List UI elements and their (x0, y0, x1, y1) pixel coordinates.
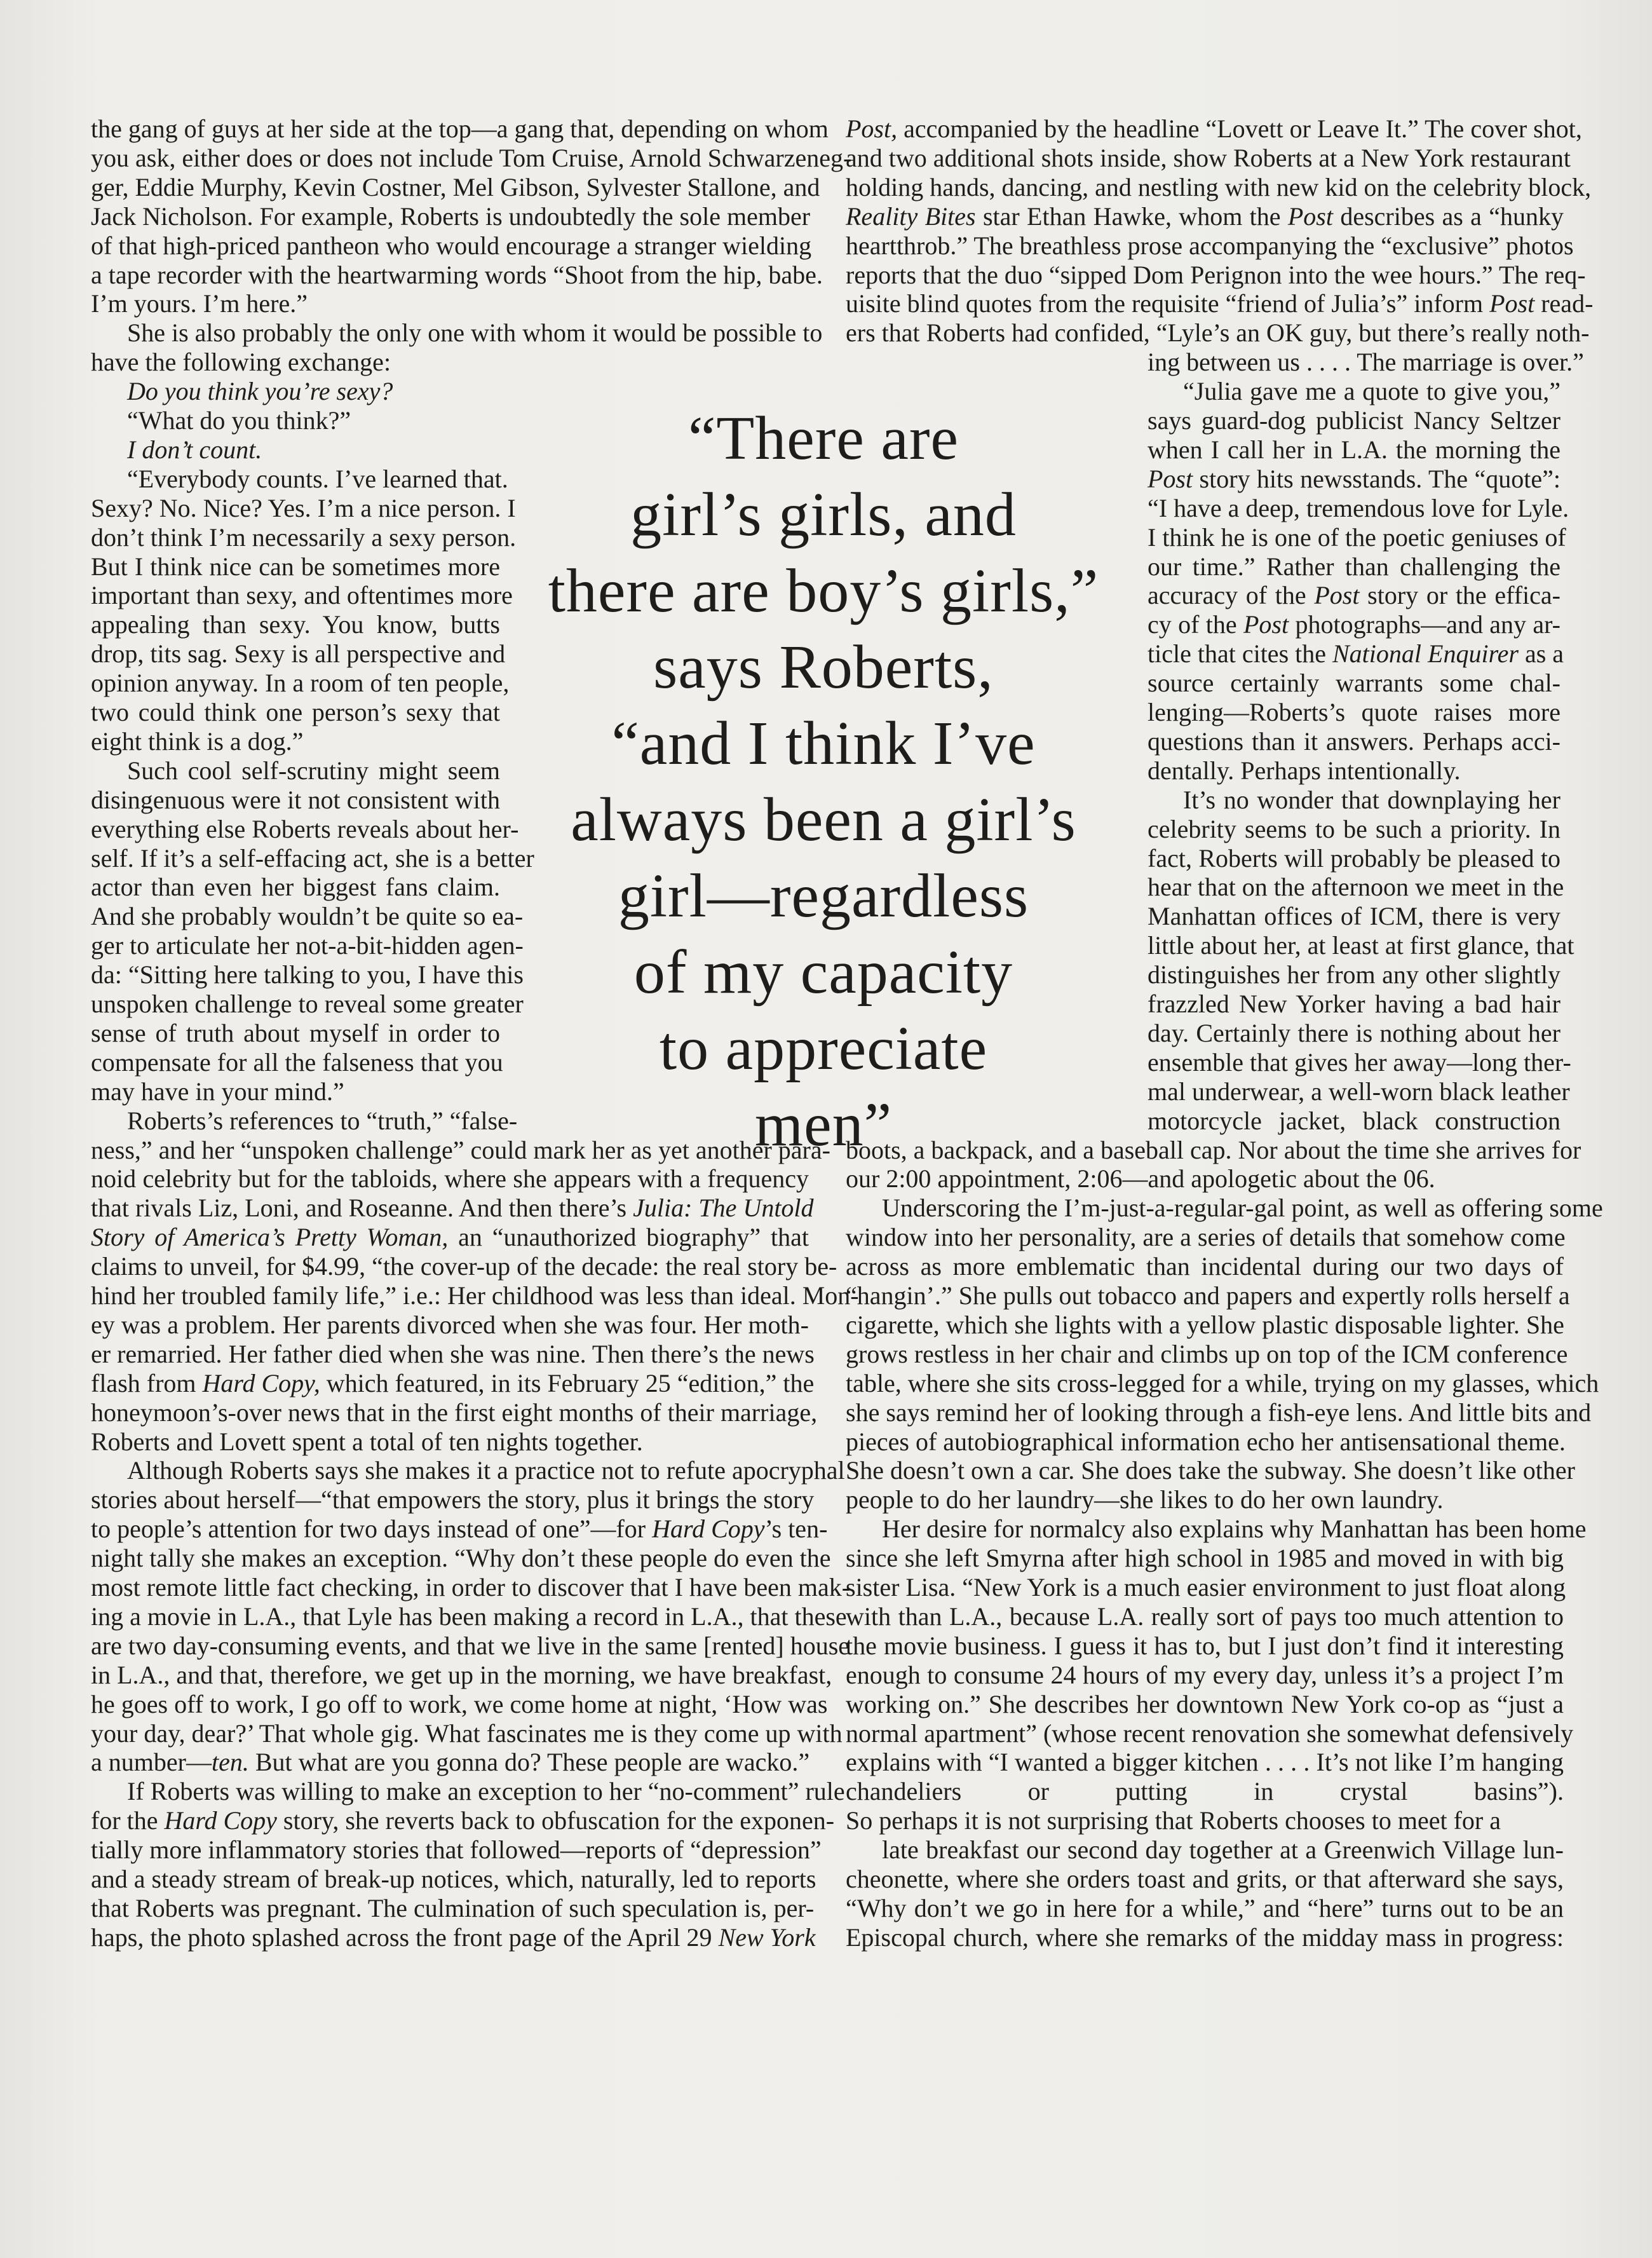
body-text-line: are two day-consuming events, and that we live in the same [rented] house (91, 1631, 850, 1660)
pull-quote-line: to appreciate (659, 1014, 988, 1083)
body-text-line: normal apartment” (whose recent renovation she somewhat defensively (846, 1719, 1574, 1748)
body-text-line: celebrity seems to be such a priority. In (1148, 815, 1561, 843)
pull-quote (499, 400, 1148, 1163)
body-text-line: you ask, either does or does not include Tom Cruise, Arnold Schwarzeneg- (91, 144, 852, 172)
body-text-line: stories about herself—“that empowers the story, plus it brings the story (91, 1485, 815, 1514)
body-text-line: boots, a backpack, and a baseball cap. Nor about the time she arrives for (846, 1136, 1581, 1164)
body-text-line: ness,” and her “unspoken challenge” could mark her as yet another para- (91, 1136, 830, 1164)
body-text-line: when I call her in L.A. the morning the (1148, 435, 1561, 464)
body-text-line: with than L.A., because L.A. really sort of pays too much attention to (846, 1602, 1564, 1631)
body-text-line: most remote little fact checking, in order to discover that I have been mak- (91, 1573, 851, 1602)
body-text-line: She is also probably the only one with whom it would be possible to (127, 318, 823, 347)
body-text-line: the movie business. I guess it has to, but I just don’t find it interesting (846, 1631, 1564, 1660)
body-text-line: day. Certainly there is nothing about her (1148, 1019, 1561, 1047)
body-text-line: little about her, at least at first glance, that (1148, 931, 1574, 960)
pull-quote-line: there are boy’s girls,” (548, 557, 1099, 625)
body-text-line: your day, dear?’ That whole gig. What fascinates me is they come up with (91, 1719, 843, 1748)
body-text-line: But I think nice can be sometimes more (91, 552, 500, 581)
body-text-line: It’s no wonder that downplaying her (1183, 786, 1561, 814)
body-text-line: Her desire for normalcy also explains why Manhattan has been home (882, 1514, 1587, 1543)
body-text-line: uisite blind quotes from the requisite “friend of Julia’s” inform Post read- (846, 289, 1594, 318)
body-text-line: ger to articulate her not-a-bit-hidden agen- (91, 931, 524, 960)
body-text-line: since she left Smyrna after high school in 1985 and moved in with big (846, 1544, 1564, 1572)
body-text-line: I’m yours. I’m here.” (91, 289, 308, 318)
body-text-line: compensate for all the falseness that you (91, 1048, 503, 1077)
body-text-line: ensemble that gives her away—long ther- (1148, 1048, 1571, 1077)
body-text-line: that Roberts was pregnant. The culmination of such speculation is, per- (91, 1894, 815, 1922)
body-text-line: a number—ten. But what are you gonna do? These people are wacko.” (91, 1748, 810, 1776)
body-text-line: hear that on the afternoon we meet in the (1148, 873, 1564, 901)
body-text-line: enough to consume 24 hours of my every day, unless it’s a project I’m (846, 1661, 1564, 1689)
body-text-line: “What do you think?” (127, 406, 351, 435)
body-text-line: Story of America’s Pretty Woman, an “unauthorized biography” that (91, 1223, 809, 1251)
body-text-line: late breakfast our second day together at a Greenwich Village lun- (882, 1835, 1564, 1864)
body-text-line: source certainly warrants some chal- (1148, 669, 1561, 697)
body-text-line: of that high-priced pantheon who would encourage a stranger wielding (91, 231, 812, 260)
body-text-line: haps, the photo splashed across the front page of the April 29 New York (91, 1923, 816, 1952)
body-text-line: unspoken challenge to reveal some greater (91, 990, 524, 1018)
body-text-line: holding hands, dancing, and nestling with new kid on the celebrity block, (846, 173, 1592, 201)
body-text-line: eight think is a dog.” (91, 727, 304, 756)
body-text-line: a tape recorder with the heartwarming words “Shoot from the hip, babe. (91, 261, 823, 289)
body-text-line: sister Lisa. “New York is a much easier environment to just float along (846, 1573, 1566, 1602)
body-text-line: Underscoring the I’m-just-a-regular-gal point, as well as offering some (882, 1194, 1603, 1222)
body-text-line: “Everybody counts. I’ve learned that. (127, 465, 508, 493)
body-text-line: And she probably wouldn’t be quite so ea- (91, 902, 524, 930)
body-text-line: “Julia gave me a quote to give you,” (1183, 377, 1561, 405)
body-text-line: important than sexy, and oftentimes more (91, 581, 513, 609)
body-text-line: flash from Hard Copy, which featured, in its February 25 “edition,” the (91, 1369, 815, 1398)
body-text-line: frazzled New Yorker having a bad hair (1148, 990, 1561, 1018)
body-text-line: She doesn’t own a car. She does take the subway. She doesn’t like other (846, 1456, 1575, 1485)
body-text-line: distinguishes her from any other slightly (1148, 960, 1561, 989)
body-text-line: Such cool self-scrutiny might seem (127, 756, 500, 785)
body-text-line: appealing than sexy. You know, butts (91, 610, 500, 639)
body-text-line: may have in your mind.” (91, 1077, 344, 1106)
body-text-line: Post story hits newsstands. The “quote”: (1148, 465, 1561, 493)
body-text-line: Do you think you’re sexy? (127, 377, 393, 405)
body-text-line: to people’s attention for two days instead of one”—for Hard Copy’s ten- (91, 1514, 828, 1543)
body-text-line: she says remind her of looking through a fish-eye lens. And little bits and (846, 1398, 1592, 1427)
body-text-line: “I have a deep, tremendous love for Lyle. (1148, 494, 1569, 522)
pull-quote-line: always been a girl’s (571, 786, 1076, 854)
body-text-line: pieces of autobiographical information echo her antisensational theme. (846, 1427, 1566, 1456)
body-text-line: Episcopal church, where she remarks of the midday mass in progress: (846, 1923, 1564, 1952)
body-text-line: don’t think I’m necessarily a sexy person. (91, 523, 517, 552)
body-text-line: everything else Roberts reveals about her- (91, 815, 519, 843)
body-text-line: ey was a problem. Her parents divorced when she was four. Her moth- (91, 1310, 809, 1339)
body-text-line: cy of the Post photographs—and any ar- (1148, 610, 1561, 639)
body-text-line: Jack Nicholson. For example, Roberts is undoubtedly the sole member (91, 202, 811, 231)
body-text-line: night tally she makes an exception. “Why don’t these people do even the (91, 1544, 831, 1572)
body-text-line: noid celebrity but for the tabloids, where she appears with a frequency (91, 1164, 809, 1193)
body-text-line: ing a movie in L.A., that Lyle has been making a record in L.A., that these (91, 1602, 847, 1631)
body-text-line: says guard-dog publicist Nancy Seltzer (1148, 406, 1561, 435)
body-text-line: and two additional shots inside, show Roberts at a New York restaurant (846, 144, 1571, 172)
body-text-line: heartthrob.” The breathless prose accompanying the “exclusive” photos (846, 231, 1574, 260)
body-text-line: er remarried. Her father died when she was nine. Then there’s the news (91, 1340, 815, 1368)
pull-quote-line: girl’s girls, and (630, 480, 1017, 549)
body-text-line: working on.” She describes her downtown New York co-op as “just a (846, 1690, 1564, 1718)
body-text-line: drop, tits sag. Sexy is all perspective and (91, 639, 506, 668)
body-text-line: in L.A., and that, therefore, we get up in the morning, we have breakfast, (91, 1661, 832, 1689)
body-text-line: two could think one person’s sexy that (91, 698, 500, 726)
body-text-line: disingenuous were it not consistent with (91, 786, 500, 814)
body-text-line: Roberts and Lovett spent a total of ten nights together. (91, 1427, 643, 1456)
body-text-line: actor than even her biggest fans claim. (91, 873, 500, 901)
body-text-line: reports that the duo “sipped Dom Perignon into the wee hours.” The req- (846, 261, 1586, 289)
body-text-line: grows restless in her chair and climbs up on top of the ICM conference (846, 1340, 1568, 1368)
pull-quote-line: girl—regardless (618, 862, 1029, 930)
body-text-line: da: “Sitting here talking to you, I have this (91, 960, 524, 989)
body-text-line: questions than it answers. Perhaps acci- (1148, 727, 1561, 756)
body-text-line: Manhattan offices of ICM, there is very (1148, 902, 1561, 930)
body-text-line: So perhaps it is not surprising that Roberts chooses to meet for a (846, 1806, 1501, 1835)
body-text-line: people to do her laundry—she likes to do her own laundry. (846, 1485, 1444, 1514)
body-text-line: the gang of guys at her side at the top—a gang that, depending on whom (91, 114, 829, 143)
body-text-line: ticle that cites the National Enquirer as a (1148, 639, 1564, 668)
body-text-line: our 2:00 appointment, 2:06—and apologetic about the 06. (846, 1164, 1435, 1193)
body-text-line: our time.” Rather than challenging the (1148, 552, 1561, 581)
body-text-line: tially more inflammatory stories that followed—reports of “depression” (91, 1835, 822, 1864)
body-text-line: for the Hard Copy story, she reverts back to obfuscation for the exponen- (91, 1806, 835, 1835)
body-text-line: explains with “I wanted a bigger kitchen . . . . It’s not like I’m hanging (846, 1748, 1564, 1776)
body-text-line: lenging—Roberts’s quote raises more (1148, 698, 1561, 726)
body-text-line: Post, accompanied by the headline “Lovett or Leave It.” The cover shot, (846, 114, 1582, 143)
body-text-line: table, where she sits cross-legged for a while, trying on my glasses, which (846, 1369, 1599, 1398)
body-text-line: opinion anyway. In a room of ten people, (91, 669, 510, 697)
body-text-line: cigarette, which she lights with a yellow plastic disposable lighter. She (846, 1310, 1564, 1339)
body-text-line: I don’t count. (127, 435, 262, 464)
body-text-line: Reality Bites star Ethan Hawke, whom the Post describes as a “hunky (846, 202, 1564, 231)
body-text-line: ers that Roberts had confided, “Lyle’s an OK guy, but there’s really noth- (846, 318, 1590, 347)
pull-quote-line: says Roberts, (653, 633, 994, 702)
body-text-line: window into her personality, are a series of details that somehow come (846, 1223, 1566, 1251)
body-text-line: ing between us . . . . The marriage is over.” (1148, 348, 1584, 376)
body-text-line: I think he is one of the poetic geniuses of (1148, 523, 1566, 552)
body-text-line: motorcycle jacket, black construction (1148, 1106, 1561, 1135)
body-text-line: dentally. Perhaps intentionally. (1148, 756, 1461, 785)
body-text-line: hind her troubled family life,” i.e.: Her childhood was less than ideal. Mon- (91, 1281, 859, 1310)
body-text-line: accuracy of the Post story or the effica- (1148, 581, 1561, 609)
body-text-line: cheonette, where she orders toast and grits, or that afterward she says, (846, 1865, 1564, 1893)
body-text-line: self. If it’s a self-effacing act, she is a better (91, 844, 534, 873)
body-text-line: fact, Roberts will probably be pleased to (1148, 844, 1561, 873)
body-text-line: across as more emblematic than incidental during our two days of (846, 1252, 1564, 1281)
body-text-line: he goes off to work, I go off to work, we come home at night, ‘How was (91, 1690, 828, 1718)
body-text-line: claims to unveil, for $4.99, “the cover-up of the decade: the real story be- (91, 1252, 837, 1281)
body-text-line: “Why don’t we go in here for a while,” and “here” turns out to be an (846, 1894, 1564, 1922)
pull-quote-line: of my capacity (633, 938, 1013, 1007)
body-text-line: If Roberts was willing to make an exception to her “no-comment” rule (127, 1777, 845, 1806)
body-text-line: mal underwear, a well-worn black leather (1148, 1077, 1570, 1106)
body-text-line: sense of truth about myself in order to (91, 1019, 500, 1047)
body-text-line: Sexy? No. Nice? Yes. I’m a nice person. I (91, 494, 516, 522)
body-text-line: “hangin’.” She pulls out tobacco and papers and expertly rolls herself a (846, 1281, 1570, 1310)
pull-quote-line: “and I think I’ve (611, 709, 1036, 778)
body-text-line: honeymoon’s-over news that in the first eight months of their marriage, (91, 1398, 818, 1427)
body-text-line: Although Roberts says she makes it a practice not to refute apocryphal (127, 1456, 845, 1485)
body-text-line: Roberts’s references to “truth,” “false- (127, 1106, 518, 1135)
pull-quote-line: “There are (687, 404, 959, 473)
body-text-line: chandeliers or putting in crystal basins”). (846, 1777, 1564, 1806)
pull-quote-line: men” (754, 1091, 893, 1159)
body-text-line: ger, Eddie Murphy, Kevin Costner, Mel Gibson, Sylvester Stallone, and (91, 173, 820, 201)
body-text-line: and a steady stream of break-up notices, which, naturally, led to reports (91, 1865, 816, 1893)
body-text-line: that rivals Liz, Loni, and Roseanne. And then there’s Julia: The Untold (91, 1194, 814, 1222)
body-text-line: have the following exchange: (91, 348, 391, 376)
